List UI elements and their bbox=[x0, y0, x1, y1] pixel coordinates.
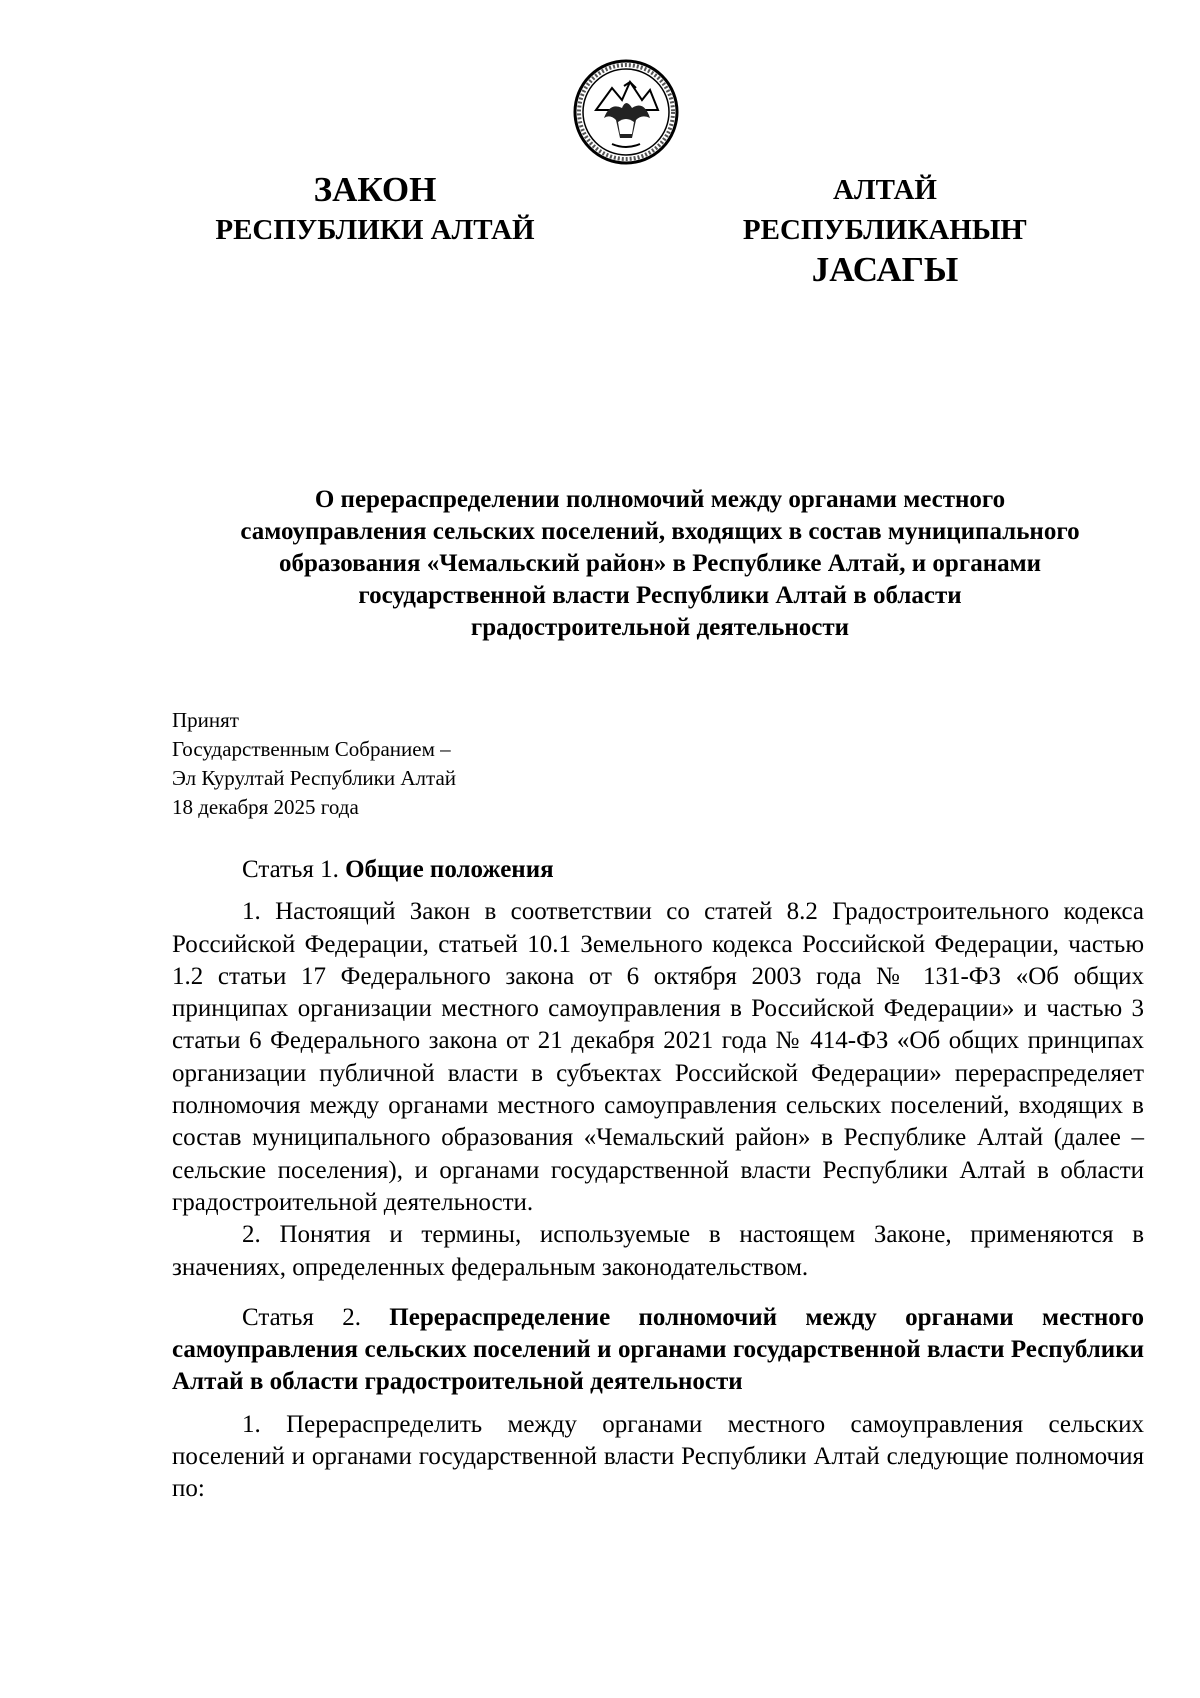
article-1-heading bbox=[172, 854, 1144, 886]
altai-republic-coat-of-arms-icon bbox=[572, 58, 680, 166]
article-2-heading bbox=[172, 1302, 1144, 1399]
article-2-prefix: Статья 2. bbox=[242, 1303, 390, 1331]
adoption-line: Эл Курултай Республики Алтай bbox=[172, 766, 457, 790]
article-2-title: Перераспределение полномочий между органами местного самоуправления сельских поселений и органами государственной власти Республики Алтай в области градостроительной деятельности bbox=[172, 1303, 1144, 1396]
law-title-line: О перераспределении полномочий между органами местного bbox=[314, 486, 1006, 513]
header-left bbox=[200, 170, 550, 250]
header-right-title: JАСАГЫ bbox=[811, 250, 959, 289]
law-title-line: градостроительной деятельности bbox=[470, 614, 850, 641]
header-left-title: ЗАКОН bbox=[313, 170, 437, 209]
document-body bbox=[172, 848, 1144, 1506]
article-1-paragraph-1: 1. Настоящий Закон в соответствии со статей 8.2 Градостроительного кодекса Российской Федерации, статьей 10.1 Земельного кодекса Российской Федерации, частью 1.2 статьи 17 Федерального закона от 6 октября 2003 года № 131-ФЗ «Об общих принципах организации местного самоуправления в Российской Федерации» и частью 3 статьи 6 Федерального закона от 21 декабря 2021 года № 414-ФЗ «Об общих принципах организации публичной власти в субъектах Российской Федерации» перераспределяет полномочия между органами местного самоуправления сельских поселений, входящих в состав муниципального образования «Чемальский район» в Республике Алтай (далее – сельские поселения), и органами государственной власти Республики Алтай в области градостроительной деятельности. bbox=[172, 898, 1144, 1216]
header-right bbox=[700, 170, 1070, 290]
law-title bbox=[160, 484, 1160, 644]
article-1-prefix: Статья 1. bbox=[242, 856, 346, 883]
law-title-line: самоуправления сельских поселений, входящих в состав муниципального bbox=[240, 518, 1080, 545]
article-1-title: Общие положения bbox=[345, 856, 554, 883]
adoption-block bbox=[172, 706, 456, 822]
header-right-subtitle: АЛТАЙ РЕСПУБЛИКАНЫҤ bbox=[742, 174, 1028, 246]
adoption-date: 18 декабря 2025 года bbox=[172, 795, 359, 819]
adoption-line: Государственным Собранием – bbox=[172, 737, 451, 761]
article-2-paragraph-1: 1. Перераспределить между органами местного самоуправления сельских поселений и органами государственной власти Республики Алтай следующие полномочия по: bbox=[172, 1410, 1144, 1503]
header-left-subtitle: РЕСПУБЛИКИ АЛТАЙ bbox=[215, 214, 535, 246]
adoption-line: Принят bbox=[172, 708, 239, 732]
article-1-paragraph-2: 2. Понятия и термины, используемые в настоящем Законе, применяются в значениях, определенных федеральным законодательством. bbox=[172, 1221, 1144, 1281]
law-title-line: государственной власти Республики Алтай в области bbox=[358, 582, 962, 609]
law-title-line: образования «Чемальский район» в Республике Алтай, и органами bbox=[278, 550, 1042, 577]
coat-of-arms-emblem bbox=[572, 58, 680, 166]
